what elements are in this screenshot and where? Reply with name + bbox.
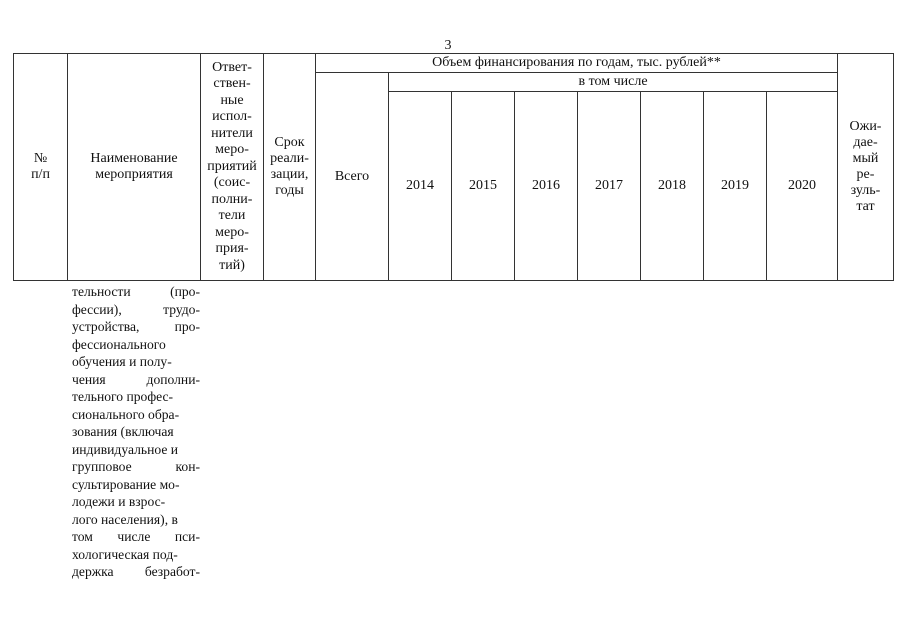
continued-text-line — [72, 318, 200, 336]
col-responsible-line: меро- — [215, 142, 249, 158]
continued-text-word: тельности — [72, 284, 131, 299]
col-result-line: тат — [856, 199, 875, 214]
year-header-2017: 2017 — [578, 92, 641, 281]
col-responsible-line: тий) — [219, 257, 245, 273]
continued-text-word: фессии), — [72, 301, 122, 317]
continued-text-word: числе — [117, 529, 151, 544]
col-period-line: годы — [275, 183, 304, 198]
continued-text-line: сультирование мо- — [72, 476, 180, 492]
year-header-2015: 2015 — [452, 92, 515, 281]
col-responsible-line: испол- — [212, 109, 252, 125]
funding-group-header: Объем финансирования по годам, тыс. рублей** — [316, 54, 838, 73]
continued-text-line — [72, 563, 200, 581]
continued-text-word: трудо- — [163, 301, 200, 317]
continued-text-line: фессионального — [72, 336, 166, 352]
continued-text-line — [72, 301, 200, 319]
year-header-2020: 2020 — [767, 92, 838, 281]
continued-text-word: про- — [174, 319, 200, 334]
header-table — [13, 53, 894, 281]
continued-text-word: держка — [72, 564, 114, 579]
col-responsible-header — [201, 54, 264, 281]
col-number-header — [14, 54, 68, 281]
continued-text-line: лого населения), в — [72, 511, 178, 527]
col-responsible-line: меро- — [215, 224, 249, 240]
col-name-line: мероприятия — [95, 167, 173, 182]
continued-text-word: кон- — [175, 459, 200, 474]
col-period-line: реали- — [270, 151, 309, 166]
col-responsible-line: тели — [218, 208, 246, 224]
col-period-header — [264, 54, 316, 281]
col-period-line: Срок — [274, 135, 305, 150]
continued-text-line: хологическая под- — [72, 546, 178, 562]
continued-text-line: сионального обра- — [72, 406, 180, 422]
continued-text-line: зования (включая — [72, 424, 174, 439]
col-name-lines — [70, 151, 198, 183]
col-number-lines — [16, 151, 65, 183]
including-header: в том числе — [389, 73, 838, 92]
continued-text-line: тельного профес- — [72, 389, 174, 404]
col-number-line: п/п — [31, 167, 50, 182]
continued-text-line — [72, 371, 200, 389]
col-responsible-line: приятий — [207, 158, 257, 174]
page-number: 3 — [444, 38, 452, 53]
continued-text-word: (про- — [170, 284, 200, 299]
continued-text-line: обучения и полу- — [72, 354, 172, 369]
year-header-2016: 2016 — [515, 92, 578, 281]
continued-text-line — [72, 283, 200, 301]
col-responsible-line: (соис- — [213, 175, 251, 191]
continued-text-line: индивидуальное и — [72, 441, 179, 457]
col-result-lines — [840, 119, 891, 215]
continued-text-word: устройства, — [72, 319, 140, 334]
col-number-line: № — [33, 151, 48, 166]
continued-text-line: лодежи и взрос- — [72, 494, 166, 509]
col-result-line: Ожи- — [849, 119, 882, 134]
col-responsible-line: Ответ- — [212, 59, 252, 75]
col-period-lines — [266, 135, 313, 199]
col-result-line: зуль- — [850, 183, 881, 198]
continued-text-word: пси- — [174, 529, 200, 544]
col-responsible-line: полни- — [211, 191, 253, 207]
continued-text-line — [72, 458, 200, 476]
col-period-line: зации, — [270, 167, 309, 182]
col-responsible-line: ные — [220, 92, 244, 108]
col-responsible-lines — [203, 60, 261, 275]
continued-activity-text — [72, 283, 200, 581]
year-header-2018: 2018 — [641, 92, 704, 281]
col-name-header — [68, 54, 201, 281]
continued-text-word: чения — [72, 371, 106, 387]
col-result-header — [838, 54, 894, 281]
year-header-2019: 2019 — [704, 92, 767, 281]
continued-text-word: том — [72, 529, 93, 544]
col-result-line: ре- — [856, 167, 875, 182]
col-responsible-line: ствен- — [213, 76, 251, 92]
continued-text-word: дополни- — [146, 371, 200, 387]
continued-text-line — [72, 528, 200, 546]
continued-text-word: безработ- — [144, 564, 200, 579]
continued-text-word: групповое — [72, 459, 132, 474]
col-responsible-line: прия- — [215, 241, 249, 257]
year-header-2014: 2014 — [389, 92, 452, 281]
col-responsible-line: нители — [211, 125, 253, 141]
col-total-header: Всего — [316, 73, 389, 281]
col-result-line: дае- — [853, 135, 878, 150]
col-name-line: Наименование — [90, 151, 178, 166]
col-result-line: мый — [852, 151, 879, 166]
